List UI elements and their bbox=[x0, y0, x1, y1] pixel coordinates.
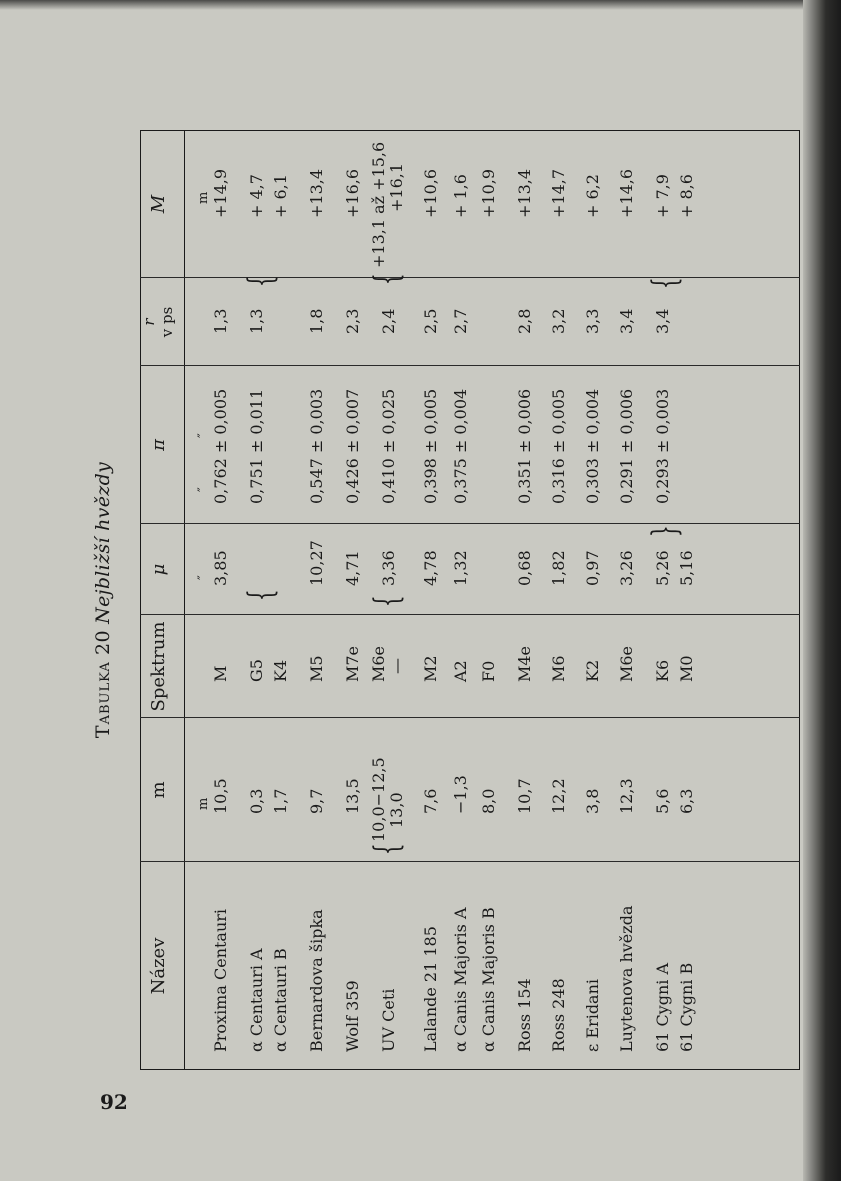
caption-prefix: Tabulka bbox=[92, 661, 114, 739]
star-name: Lalande 21 185 bbox=[421, 926, 440, 1052]
star-M: +16,1 bbox=[387, 162, 406, 212]
scan-edge-right bbox=[803, 0, 841, 1181]
star-mu: 3,36 bbox=[379, 550, 398, 586]
star-r: 2,4 bbox=[379, 308, 398, 334]
star-spectrum: F0 bbox=[479, 660, 498, 682]
star-r: 3,3 bbox=[583, 308, 602, 334]
star-M: + 6,2 bbox=[583, 174, 602, 218]
header-m: m bbox=[148, 781, 169, 799]
brace-M-uv-ceti: { bbox=[367, 273, 407, 286]
star-m: 5,6 bbox=[653, 788, 672, 814]
star-M: +14,7 bbox=[549, 168, 568, 218]
star-m: 1,7 bbox=[271, 788, 290, 814]
star-m: 9,7 bbox=[307, 788, 326, 814]
header-name: Název bbox=[148, 937, 169, 995]
header-pi: π bbox=[148, 439, 169, 451]
star-r: 1,8 bbox=[307, 308, 326, 334]
star-pi: 0,410 ± 0,025 bbox=[379, 388, 398, 504]
column-divider bbox=[140, 717, 800, 718]
star-name: 61 Cygni A bbox=[653, 962, 672, 1052]
star-name: ε Eridani bbox=[583, 978, 602, 1052]
column-divider bbox=[140, 365, 800, 366]
star-spectrum: K6 bbox=[653, 659, 672, 682]
brace-mu-61-cyg: } bbox=[645, 525, 685, 538]
star-M: +10,6 bbox=[421, 168, 440, 218]
star-m: 8,0 bbox=[479, 788, 498, 814]
star-name: Luytenova hvězda bbox=[617, 905, 636, 1052]
star-spectrum: M0 bbox=[677, 655, 696, 682]
star-pi: 0,293 ± 0,003 bbox=[653, 388, 672, 504]
brace-mu-alpha-cen: { bbox=[241, 589, 281, 602]
star-m: 7,6 bbox=[421, 788, 440, 814]
page-number: 92 bbox=[100, 1090, 128, 1114]
star-r: 3,4 bbox=[653, 308, 672, 334]
star-r: 2,8 bbox=[515, 308, 534, 334]
header-r-symbol: r bbox=[140, 318, 158, 326]
star-pi: 0,375 ± 0,004 bbox=[451, 388, 470, 504]
star-mu: 3,85 bbox=[211, 550, 230, 586]
brace-m-uv-ceti: { bbox=[367, 843, 407, 856]
star-spectrum: M5 bbox=[307, 655, 326, 682]
star-pi: 0,426 ± 0,007 bbox=[343, 388, 362, 504]
star-pi: 0,351 ± 0,006 bbox=[515, 388, 534, 504]
star-spectrum: A2 bbox=[451, 660, 470, 682]
scan-edge-top bbox=[0, 0, 841, 10]
star-pi: 0,751 ± 0,011 bbox=[247, 388, 266, 504]
caption-number: 20 bbox=[92, 630, 114, 655]
star-mu: 4,71 bbox=[343, 550, 362, 586]
star-M: + 6,1 bbox=[271, 174, 290, 218]
header-rule bbox=[184, 130, 185, 1070]
star-mu: 0,97 bbox=[583, 550, 602, 586]
star-spectrum: M4e bbox=[515, 645, 534, 682]
brace-mu-uv-ceti: { bbox=[367, 595, 407, 608]
star-r: 1,3 bbox=[211, 308, 230, 334]
star-r: 2,7 bbox=[451, 308, 470, 334]
star-name: Wolf 359 bbox=[343, 980, 362, 1052]
column-divider bbox=[140, 861, 800, 862]
star-r: 2,3 bbox=[343, 308, 362, 334]
star-m: 13,5 bbox=[343, 778, 362, 814]
star-name: α Canis Majoris B bbox=[479, 907, 498, 1052]
star-mu: 1,82 bbox=[549, 550, 568, 586]
star-pi: 0,398 ± 0,005 bbox=[421, 388, 440, 504]
header-mu: μ bbox=[148, 563, 169, 576]
star-m: 3,8 bbox=[583, 788, 602, 814]
star-mu: 3,26 bbox=[617, 550, 636, 586]
star-M: + 4,7 bbox=[247, 174, 266, 218]
star-name: UV Ceti bbox=[379, 988, 398, 1052]
star-spectrum: M7e bbox=[343, 645, 362, 682]
star-spectrum: G5 bbox=[247, 659, 266, 682]
column-divider bbox=[140, 277, 800, 278]
star-mu: 4,78 bbox=[421, 550, 440, 586]
star-name: 61 Cygni B bbox=[677, 962, 696, 1052]
header-spectrum: Spektrum bbox=[148, 621, 169, 712]
star-spectrum: M6 bbox=[549, 655, 568, 682]
rotated-table-block bbox=[92, 130, 800, 1070]
star-M: +13,4 bbox=[515, 168, 534, 218]
brace-M-61-cyg: { bbox=[645, 277, 685, 290]
table-caption bbox=[92, 130, 114, 1070]
star-spectrum: — bbox=[387, 658, 406, 674]
star-mu: 0,68 bbox=[515, 550, 534, 586]
star-pi: 0,303 ± 0,004 bbox=[583, 388, 602, 504]
star-spectrum: M6e bbox=[369, 645, 388, 682]
star-mu: 10,27 bbox=[307, 540, 326, 586]
column-divider bbox=[140, 614, 800, 615]
star-r: 1,3 bbox=[247, 308, 266, 334]
star-M: + 1,6 bbox=[451, 174, 470, 218]
star-name: α Centauri A bbox=[247, 948, 266, 1052]
star-spectrum: M6e bbox=[617, 645, 636, 682]
star-name: Bernardova šipka bbox=[307, 909, 326, 1052]
star-r: 3,4 bbox=[617, 308, 636, 334]
star-M: + 7,9 bbox=[653, 174, 672, 218]
star-name: Ross 154 bbox=[515, 978, 534, 1052]
star-M: +13,4 bbox=[307, 168, 326, 218]
star-M: +14,9 bbox=[211, 168, 230, 218]
star-name: Ross 248 bbox=[549, 978, 568, 1052]
star-M: + 8,6 bbox=[677, 174, 696, 218]
star-mu: 1,32 bbox=[451, 550, 470, 586]
unit-mark-m: m bbox=[196, 797, 211, 810]
star-name: Proxima Centauri bbox=[211, 908, 230, 1052]
star-r: 3,2 bbox=[549, 308, 568, 334]
star-pi: 0,316 ± 0,005 bbox=[549, 388, 568, 504]
unit-mark-M: m bbox=[196, 191, 211, 204]
brace-M-alpha-cen: { bbox=[241, 275, 281, 288]
unit-mark-pi: ″ bbox=[196, 487, 211, 492]
star-m: 13,0 bbox=[387, 792, 406, 828]
star-mu: 5,26 bbox=[653, 550, 672, 586]
star-spectrum: K4 bbox=[271, 659, 290, 682]
star-m: −1,3 bbox=[451, 775, 470, 814]
star-m: 6,3 bbox=[677, 788, 696, 814]
star-M: +10,9 bbox=[479, 168, 498, 218]
star-spectrum: K2 bbox=[583, 659, 602, 682]
header-r-unit: v ps bbox=[158, 306, 176, 338]
star-m: 10,0−12,5 bbox=[369, 757, 388, 842]
star-pi: 0,762 ± 0,005 bbox=[211, 388, 230, 504]
star-m: 10,5 bbox=[211, 778, 230, 814]
star-m: 0,3 bbox=[247, 788, 266, 814]
star-spectrum: M2 bbox=[421, 655, 440, 682]
star-pi: 0,547 ± 0,003 bbox=[307, 388, 326, 504]
unit-mark-mu: ″ bbox=[196, 575, 211, 580]
unit-mark-pi: ″ bbox=[196, 433, 211, 438]
star-name: α Canis Majoris A bbox=[451, 907, 470, 1052]
star-m: 12,3 bbox=[617, 778, 636, 814]
header-r bbox=[140, 278, 176, 366]
star-mu: 5,16 bbox=[677, 550, 696, 586]
star-m: 12,2 bbox=[549, 778, 568, 814]
star-spectrum: M bbox=[211, 665, 230, 682]
star-pi: 0,291 ± 0,006 bbox=[617, 388, 636, 504]
caption-title: Nejbližší hvězdy bbox=[92, 461, 114, 624]
star-m: 10,7 bbox=[515, 778, 534, 814]
star-M: +14,6 bbox=[617, 168, 636, 218]
star-M: +13,1 až +15,6 bbox=[369, 141, 388, 268]
star-name: α Centauri B bbox=[271, 948, 290, 1052]
star-M: +16,6 bbox=[343, 168, 362, 218]
table-frame bbox=[140, 130, 800, 1070]
header-M: M bbox=[148, 194, 169, 214]
column-divider bbox=[140, 523, 800, 524]
star-r: 2,5 bbox=[421, 308, 440, 334]
